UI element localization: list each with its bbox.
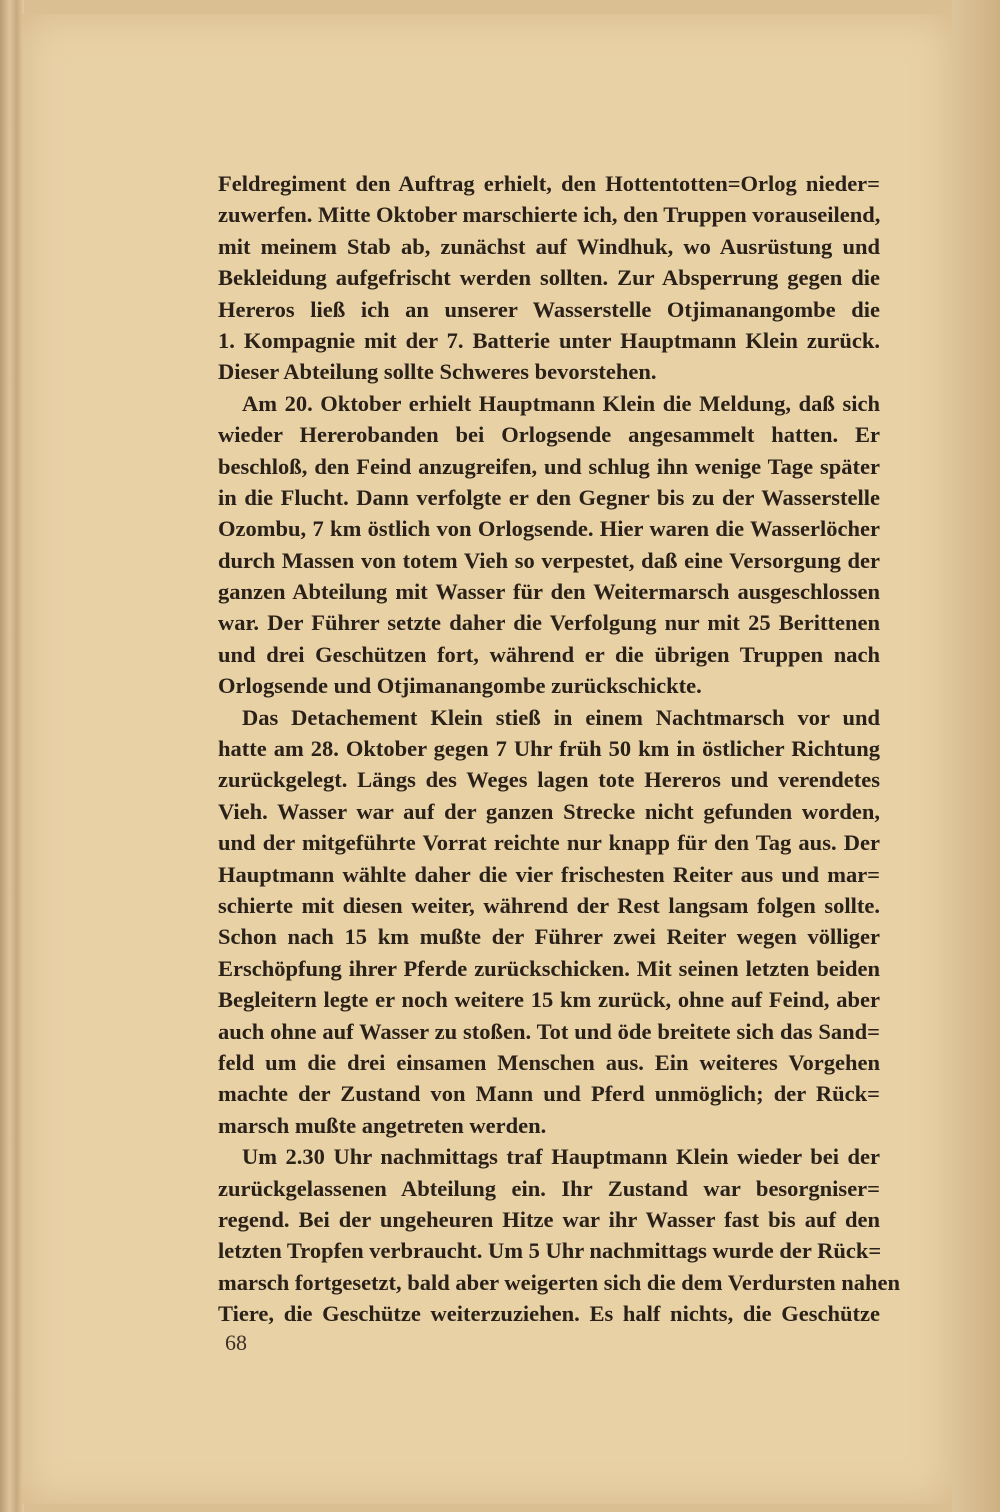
text-line: Begleitern legte er noch weitere 15 km zurück, ohne auf Feind, aber	[218, 987, 880, 1013]
text-line: hatte am 28. Oktober gegen 7 Uhr früh 50 km in östlicher Richtung	[218, 736, 880, 762]
text-line: Feldregiment den Auftrag erhielt, den Hottentotten=Orlog nieder=	[218, 171, 880, 196]
text-line: Vieh. Wasser war auf der ganzen Strecke nicht gefunden worden,	[218, 798, 880, 824]
text-line: auch ohne auf Wasser zu stoßen. Tot und öde breitete sich das Sand=	[218, 1018, 880, 1044]
text-line: Tiere, die Geschütze weiterzuziehen. Es half nichts, die Geschütze	[218, 1301, 880, 1327]
text-line: durch Massen von totem Vieh so verpestet, daß eine Versorgung der	[218, 547, 880, 573]
text-line: zurückgelassenen Abteilung ein. Ihr Zustand war besorgniser=	[218, 1175, 880, 1201]
text-line: beschloß, den Feind anzugreifen, und schlug ihn wenige Tage später	[218, 453, 880, 479]
text-line: zurückgelegt. Längs des Weges lagen tote Hereros und verendetes	[218, 767, 880, 793]
body-text	[218, 168, 901, 1329]
text-line: ganzen Abteilung mit Wasser für den Weitermarsch ausgeschlossen	[218, 579, 880, 605]
text-line: und der mitgeführte Vorrat reichte nur knapp für den Tag aus. Der	[218, 830, 880, 856]
text-line: zuwerfen. Mitte Oktober marschierte ich, den Truppen vorauseilend,	[218, 202, 881, 228]
text-line: machte der Zustand von Mann und Pferd unmöglich; der Rück=	[218, 1081, 880, 1107]
text-line: und drei Geschützen fort, während er die übrigen Truppen nach	[218, 641, 880, 667]
text-line: schierte mit diesen weiter, während der Rest langsam folgen sollte.	[218, 892, 880, 918]
text-line: in die Flucht. Dann verfolgte er den Gegner bis zu der Wasserstelle	[218, 484, 880, 510]
text-line: war. Der Führer setzte daher die Verfolgung nur mit 25 Berittenen	[218, 610, 880, 636]
text-line: Um 2.30 Uhr nachmittags traf Hauptmann Klein wieder bei der	[242, 1144, 880, 1170]
page-number: 68	[225, 1330, 247, 1355]
text-line: Das Detachement Klein stieß in einem Nachtmarsch vor und	[242, 704, 880, 730]
text-line: marsch mußte angetreten werden.	[218, 1112, 547, 1138]
text-line: 1. Kompagnie mit der 7. Batterie unter Hauptmann Klein zurück.	[218, 327, 880, 353]
text-line: Ozombu, 7 km östlich von Orlogsende. Hier waren die Wasserlöcher	[218, 516, 880, 542]
text-line: Am 20. Oktober erhielt Hauptmann Klein die Meldung, daß sich	[242, 390, 880, 416]
text-line: marsch fortgesetzt, bald aber weigerten sich die dem Verdursten nahen	[218, 1269, 901, 1295]
text-line: Orlogsende und Otjimanangombe zurückschickte.	[218, 673, 702, 699]
text-line: Hereros ließ ich an unserer Wasserstelle Otjimanangombe die	[218, 296, 880, 322]
text-line: Erschöpfung ihrer Pferde zurückschicken. Mit seinen letzten beiden	[218, 955, 880, 981]
text-line: Dieser Abteilung sollte Schweres bevorstehen.	[218, 359, 657, 385]
text-line: Hauptmann wählte daher die vier frischesten Reiter aus und mar=	[218, 861, 880, 887]
book-binding	[0, 0, 24, 1512]
text-line: wieder Hererobanden bei Orlogsende angesammelt hatten. Er	[218, 422, 880, 448]
text-line: regend. Bei der ungeheuren Hitze war ihr Wasser fast bis auf den	[218, 1206, 880, 1232]
text-line: mit meinem Stab ab, zunächst auf Windhuk, wo Ausrüstung und	[218, 233, 880, 259]
text-line: Schon nach 15 km mußte der Führer zwei Reiter wegen völliger	[218, 924, 880, 950]
text-line: Bekleidung aufgefrischt werden sollten. Zur Absperrung gegen die	[218, 265, 880, 291]
page-edge	[952, 0, 1000, 1512]
text-line: letzten Tropfen verbraucht. Um 5 Uhr nachmittags wurde der Rück=	[218, 1238, 882, 1264]
text-line: feld um die drei einsamen Menschen aus. Ein weiteres Vorgehen	[218, 1049, 880, 1075]
